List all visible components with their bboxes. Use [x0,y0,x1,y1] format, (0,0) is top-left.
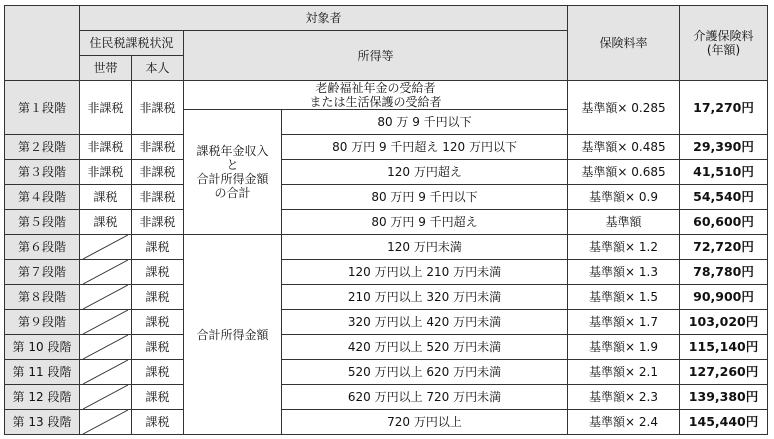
household-cell-na [80,260,132,285]
fee-cell: 17,270円 [680,81,768,135]
self-cell: 課税 [132,235,184,260]
stage-cell: 第 13 段階 [5,410,80,435]
income-cell: 80 万 9 千円以下 [282,110,568,135]
fee-cell: 90,900円 [680,285,768,310]
household-cell-na [80,335,132,360]
fee-cell: 115,140円 [680,335,768,360]
stage-cell: 第３段階 [5,160,80,185]
stage-cell: 第１段階 [5,81,80,135]
rate-cell: 基準額× 2.1 [568,360,680,385]
diagonal-slash [83,310,128,334]
header-annual-fee [680,6,768,81]
table-row [5,160,768,185]
fee-cell: 29,390円 [680,135,768,160]
income-pension-line2: または生活保護の受給者 [309,95,442,109]
table-row [5,235,768,260]
table-row [5,385,768,410]
rate-cell: 基準額× 0.285 [568,81,680,135]
income-cell: 120 万円超え [282,160,568,185]
income-cell: 80 万円 9 千円以下 [282,185,568,210]
header-target: 対象者 [80,6,568,31]
table-row [5,260,768,285]
income-cell: 520 万円以上 620 万円未満 [282,360,568,385]
table-row [5,135,768,160]
rate-cell: 基準額× 0.485 [568,135,680,160]
rate-cell: 基準額× 0.9 [568,185,680,210]
fee-cell: 139,380円 [680,385,768,410]
header-residence-tax-status: 住民税課税状況 [80,31,184,56]
premium-table [4,5,768,435]
stage-cell: 第 11 段階 [5,360,80,385]
table-row [5,81,768,110]
header-fee-line1: 介護保険料 [693,29,754,43]
self-cell: 課税 [132,385,184,410]
self-cell: 課税 [132,335,184,360]
table-row [5,285,768,310]
self-cell: 非課税 [132,210,184,235]
self-cell: 非課税 [132,135,184,160]
self-cell: 非課税 [132,81,184,135]
rate-cell: 基準額 [568,210,680,235]
group-a-line4: の合計 [214,186,251,200]
fee-cell: 78,780円 [680,260,768,285]
household-cell-na [80,285,132,310]
stage-cell: 第７段階 [5,260,80,285]
income-cell: 80 万円 9 千円超え [282,210,568,235]
table-row [5,360,768,385]
table-row [5,185,768,210]
header-self: 本人 [132,56,184,81]
fee-cell: 103,020円 [680,310,768,335]
table-row [5,335,768,360]
income-cell: 210 万円以上 320 万円未満 [282,285,568,310]
table-row [5,210,768,235]
header-income: 所得等 [184,31,568,81]
income-cell: 720 万円以上 [282,410,568,435]
household-cell-na [80,310,132,335]
fee-cell: 72,720円 [680,235,768,260]
stage-cell: 第 12 段階 [5,385,80,410]
income-group-total: 合計所得金額 [184,235,282,435]
diagonal-slash [83,360,128,384]
household-cell: 課税 [80,185,132,210]
income-group-pension-total [184,110,282,235]
self-cell: 非課税 [132,160,184,185]
household-cell: 課税 [80,210,132,235]
income-cell: 80 万円 9 千円超え 120 万円以下 [282,135,568,160]
income-cell: 620 万円以上 720 万円未満 [282,385,568,410]
stage-cell: 第８段階 [5,285,80,310]
stage-cell: 第 10 段階 [5,335,80,360]
rate-cell: 基準額× 1.7 [568,310,680,335]
fee-cell: 41,510円 [680,160,768,185]
diagonal-slash [83,410,128,434]
header-household: 世帯 [80,56,132,81]
income-cell: 120 万円未満 [282,235,568,260]
rate-cell: 基準額× 1.3 [568,260,680,285]
stage-cell: 第４段階 [5,185,80,210]
self-cell: 課税 [132,310,184,335]
diagonal-slash [83,335,128,359]
self-cell: 非課税 [132,185,184,210]
group-a-line3: 合計所得金額 [196,172,269,186]
fee-cell: 127,260円 [680,360,768,385]
household-cell-na [80,235,132,260]
rate-cell: 基準額× 1.2 [568,235,680,260]
income-cell: 420 万円以上 520 万円未満 [282,335,568,360]
stage-cell: 第９段階 [5,310,80,335]
header-fee-line2: (年額) [706,43,741,57]
self-cell: 課税 [132,410,184,435]
rate-cell: 基準額× 1.5 [568,285,680,310]
diagonal-slash [83,260,128,284]
fee-cell: 54,540円 [680,185,768,210]
diagonal-slash [83,235,128,259]
household-cell: 非課税 [80,160,132,185]
household-cell-na [80,360,132,385]
household-cell-na [80,410,132,435]
income-cell: 320 万円以上 420 万円未満 [282,310,568,335]
group-a-line2: と [226,158,239,172]
income-cell: 120 万円以上 210 万円未満 [282,260,568,285]
fee-cell: 60,600円 [680,210,768,235]
income-cell-pension [184,81,568,110]
household-cell: 非課税 [80,81,132,135]
self-cell: 課税 [132,360,184,385]
household-cell: 非課税 [80,135,132,160]
rate-cell: 基準額× 1.9 [568,335,680,360]
group-a-line1: 課税年金収入 [196,144,269,158]
income-pension-line1: 老齢福祉年金の受給者 [315,81,436,95]
stage-cell: 第５段階 [5,210,80,235]
stage-cell: 第６段階 [5,235,80,260]
stage-cell: 第２段階 [5,135,80,160]
self-cell: 課税 [132,285,184,310]
table-row [5,410,768,435]
rate-cell: 基準額× 2.4 [568,410,680,435]
header-premium-rate: 保険料率 [568,6,680,81]
table-row [5,310,768,335]
household-cell-na [80,385,132,410]
fee-cell: 145,440円 [680,410,768,435]
rate-cell: 基準額× 0.685 [568,160,680,185]
corner-cell [5,6,80,81]
rate-cell: 基準額× 2.3 [568,385,680,410]
diagonal-slash [83,385,128,409]
self-cell: 課税 [132,260,184,285]
diagonal-slash [83,285,128,309]
